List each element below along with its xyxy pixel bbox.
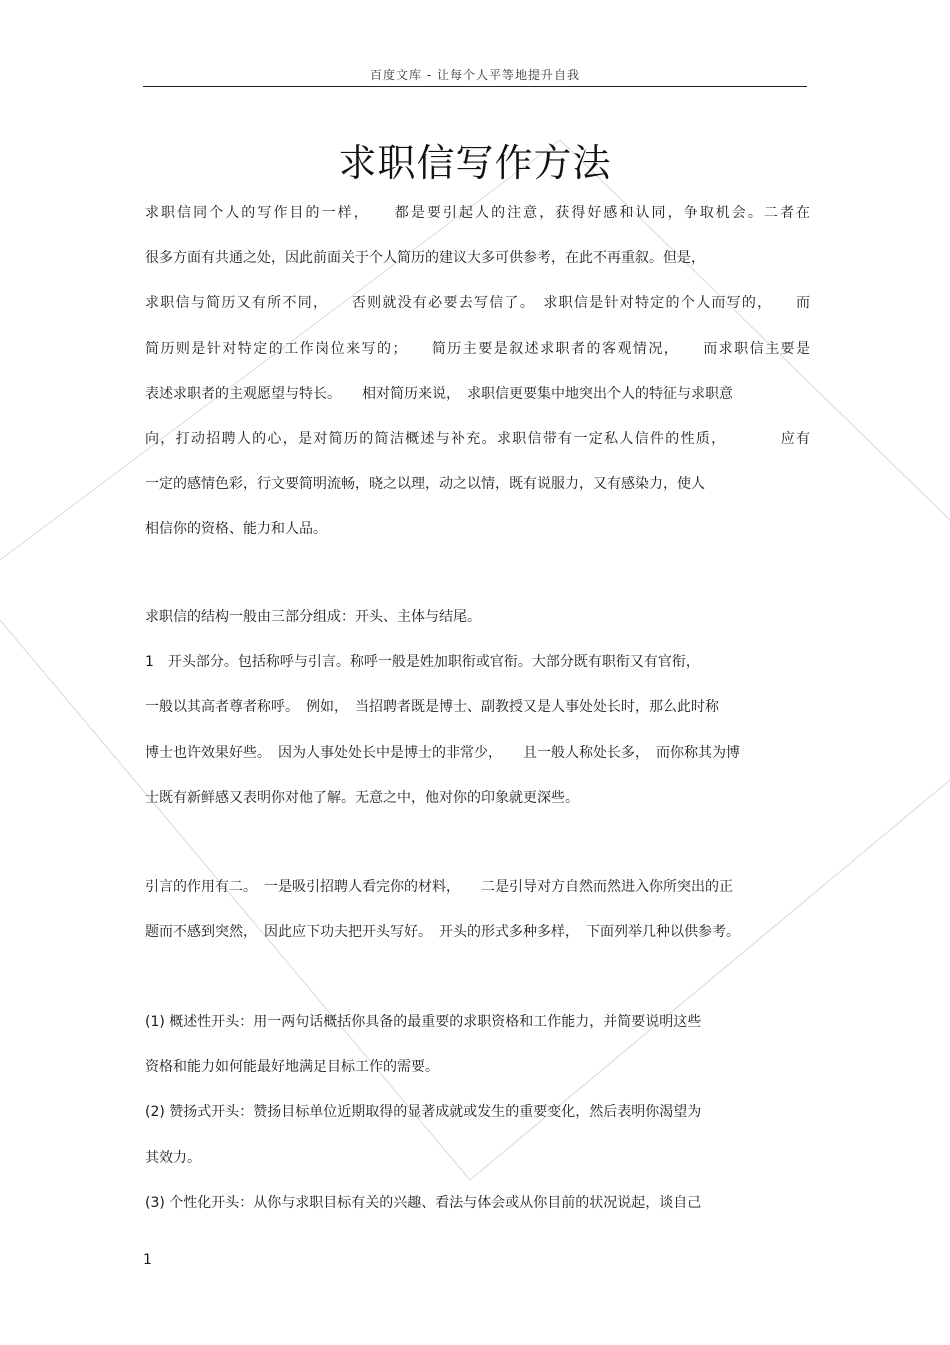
paragraph-line: 向，打动招聘人的心，是对简历的简洁概述与补充。求职信带有一定私人信件的性质， 应有 bbox=[145, 431, 810, 447]
paragraph-line: 一定的感情色彩，行文要简明流畅，晓之以理，动之以情，既有说服力，又有感染力，使人 bbox=[145, 476, 705, 492]
list-item: 资格和能力如何能最好地满足目标工作的需要。 bbox=[145, 1059, 439, 1075]
document-title: 求职信写作方法 bbox=[338, 141, 612, 185]
page-header: 百度文库 - 让每个人平等地提升自我 bbox=[370, 68, 580, 82]
paragraph-line: 一般以其高者尊者称呼。 例如， 当招聘者既是博士、副教授又是人事处处长时，那么此时称 bbox=[145, 699, 719, 715]
list-item: (1) 概述性开头：用一两句话概括你具备的最重要的求职资格和工作能力，并简要说明这些 bbox=[145, 1014, 702, 1030]
paragraph-line: 求职信同个人的写作目的一样， 都是要引起人的注意，获得好感和认同，争取机会。二者在 bbox=[145, 205, 810, 221]
paragraph-line: 博士也许效果好些。 因为人事处处长中是博士的非常少， 且一般人称处长多， 而你称其为博 bbox=[145, 745, 740, 761]
paragraph-line: 求职信的结构一般由三部分组成：开头、主体与结尾。 bbox=[145, 609, 481, 625]
paragraph-line: 求职信与简历又有所不同， 否则就没有必要去写信了。 求职信是针对特定的个人而写的， 而 bbox=[145, 295, 810, 311]
paragraph-line: 士既有新鲜感又表明你对他了解。无意之中，他对你的印象就更深些。 bbox=[145, 790, 579, 806]
page-number: 1 bbox=[143, 1252, 152, 1268]
paragraph-line: 题而不感到突然， 因此应下功夫把开头写好。 开头的形式多种多样， 下面列举几种以供参考。 bbox=[145, 924, 740, 940]
header-divider bbox=[143, 86, 807, 87]
list-item: (2) 赞扬式开头：赞扬目标单位近期取得的显著成就或发生的重要变化，然后表明你渴望为 bbox=[145, 1104, 702, 1120]
paragraph-line: 表述求职者的主观愿望与特长。 相对简历来说， 求职信更要集中地突出个人的特征与求职意 bbox=[145, 386, 733, 402]
paragraph-line: 引言的作用有二。 一是吸引招聘人看完你的材料， 二是引导对方自然而然进入你所突出的正 bbox=[145, 879, 733, 895]
paragraph-line: 1 开头部分。包括称呼与引言。称呼一般是姓加职衔或官衔。大部分既有职衔又有官衔， bbox=[145, 654, 700, 670]
list-item: (3) 个性化开头：从你与求职目标有关的兴趣、看法与体会或从你目前的状况说起，谈自己 bbox=[145, 1195, 702, 1211]
list-item: 其效力。 bbox=[145, 1150, 201, 1166]
paragraph-line: 很多方面有共通之处，因此前面关于个人简历的建议大多可供参考，在此不再重叙。但是， bbox=[145, 250, 705, 266]
paragraph-line: 简历则是针对特定的工作岗位来写的； 简历主要是叙述求职者的客观情况， 而求职信主要是 bbox=[145, 341, 810, 357]
paragraph-line: 相信你的资格、能力和人品。 bbox=[145, 521, 327, 537]
